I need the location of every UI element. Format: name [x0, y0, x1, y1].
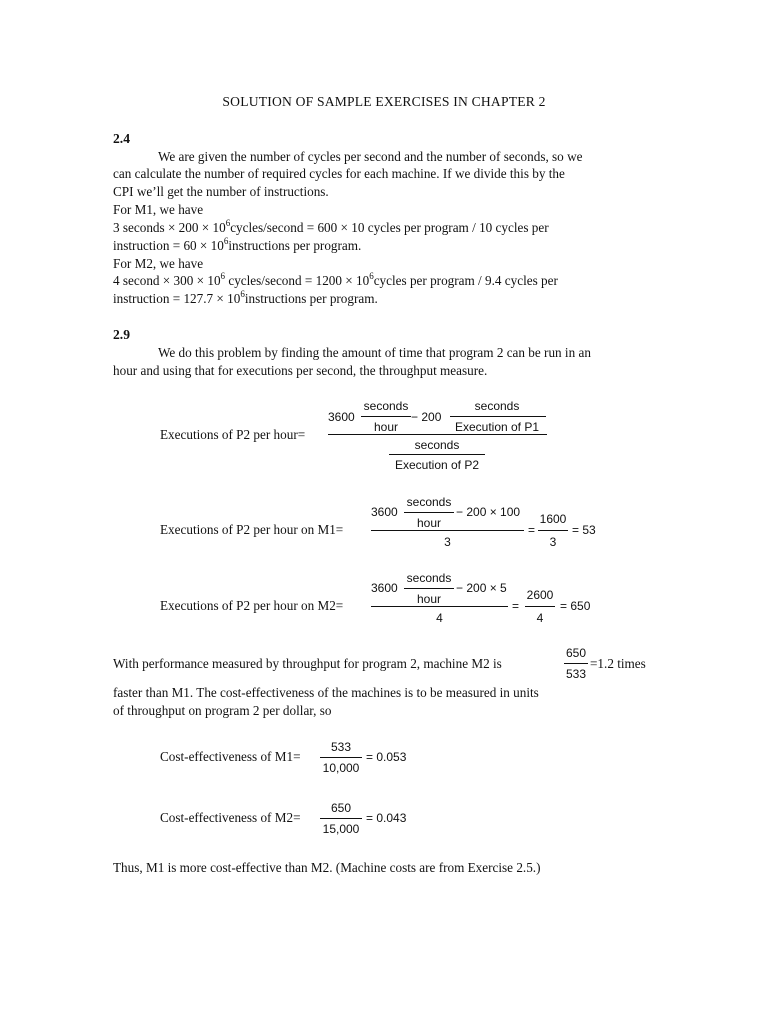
paragraph-line: hour and using that for executions per second, the throughput measure.: [113, 363, 488, 378]
equation-numerator: seconds: [414, 438, 460, 452]
equation-numerator: 533: [330, 740, 352, 754]
equation-denominator: Execution of P1: [454, 420, 540, 434]
fraction-bar: [404, 512, 454, 513]
section-heading-2-9: 2.9: [113, 327, 130, 342]
equation-denominator: 15,000: [322, 822, 360, 836]
equation-numerator: 650: [330, 801, 352, 815]
equation-numerator: seconds: [406, 495, 452, 509]
equals-sign: =: [512, 599, 520, 613]
m2-calc-line-2: instruction = $127.7 \times 10^6instructions$ per program.: [113, 289, 378, 306]
equation-denominator: 4: [536, 611, 544, 625]
equation-label: Executions of P2 per hour=: [160, 427, 306, 442]
perf-sentence: With performance measured by throughput for program 2, machine M2 is: [113, 656, 502, 671]
equation-denominator: 3: [444, 535, 451, 549]
page-title: SOLUTION OF SAMPLE EXERCISES IN CHAPTER 2: [222, 94, 546, 109]
equation-denominator: 4: [436, 611, 443, 625]
section-heading-2-4: 2.4: [113, 131, 130, 146]
equation-term: − 200 × 100: [456, 505, 521, 519]
m1-calc-line-2: instruction = $60 \times 10^6instructions$ per program.: [113, 236, 362, 253]
perf-result: =1.2 times: [590, 656, 646, 671]
fraction-bar: [525, 606, 555, 607]
fraction-bar: [320, 757, 362, 758]
equation-label: Executions of P2 per hour on M2=: [160, 598, 344, 613]
ratio-denominator: 533: [565, 667, 587, 681]
equation-denominator: 3: [549, 535, 557, 549]
equation-result: = 0.053: [366, 750, 407, 764]
equation-label: Cost-effectiveness of M1=: [160, 749, 301, 764]
conclusion-line: Thus, M1 is more cost-effective than M2. (Machine costs are from Exercise 2.5.): [113, 860, 541, 875]
equation-numerator: 2600: [526, 588, 554, 602]
main-fraction-bar: [371, 530, 524, 531]
fraction-bar: [564, 663, 588, 664]
equation-term: − 200: [411, 410, 442, 424]
equation-numerator: seconds: [474, 399, 520, 413]
equation-number: 3600: [371, 581, 398, 595]
paragraph-line: of throughput on program 2 per dollar, so: [113, 703, 332, 718]
fraction-bar: [389, 454, 485, 455]
paragraph-line: faster than M1. The cost-effectiveness of the machines is to be measured in units: [113, 685, 539, 700]
equation-result: = 0.043: [366, 811, 407, 825]
equation-number: 3600: [371, 505, 398, 519]
paragraph-line: CPI we’ll get the number of instructions.: [113, 184, 329, 199]
equation-numerator: 1600: [539, 512, 567, 526]
equation-denominator: hour: [416, 516, 442, 530]
equation-denominator: 10,000: [322, 761, 360, 775]
equation-denominator: hour: [416, 592, 442, 606]
fraction-bar: [404, 588, 454, 589]
equation-label: Executions of P2 per hour on M1=: [160, 522, 344, 537]
m1-intro: For M1, we have: [113, 202, 204, 217]
main-fraction-bar: [328, 434, 547, 435]
ratio-numerator: 650: [565, 646, 587, 660]
equation-term: − 200 × 5: [456, 581, 507, 595]
fraction-bar: [538, 530, 568, 531]
equals-sign: =: [528, 523, 536, 537]
fraction-bar: [450, 416, 546, 417]
equation-denominator: hour: [373, 420, 399, 434]
equation-label: Cost-effectiveness of M2=: [160, 810, 301, 825]
m1-calc-line-1: 3 seconds × $200 \times 10^6cycles$/second = 600 × 10 cycles per program / 10 cycles per: [113, 218, 549, 235]
paragraph-line: We are given the number of cycles per second and the number of seconds, so we: [158, 149, 583, 164]
equation-denominator: Execution of P2: [394, 458, 480, 472]
main-fraction-bar: [371, 606, 508, 607]
equation-result: = 650: [560, 599, 591, 613]
m2-intro: For M2, we have: [113, 256, 204, 271]
m2-calc-line-1: 4 second × $300 \times 10^6$ cycles/second = $1200 \times 10^6cycles$ per program / 9.4 cycles per: [113, 271, 558, 288]
paragraph-line: can calculate the number of required cycles for each machine. If we divide this by the: [113, 166, 565, 181]
equation-number: 3600: [328, 410, 355, 424]
equation-result: = 53: [572, 523, 596, 537]
fraction-bar: [320, 818, 362, 819]
equation-numerator: seconds: [406, 571, 452, 585]
equation-numerator: seconds: [363, 399, 409, 413]
paragraph-line: We do this problem by finding the amount of time that program 2 can be run in an: [158, 345, 591, 360]
fraction-bar: [361, 416, 411, 417]
